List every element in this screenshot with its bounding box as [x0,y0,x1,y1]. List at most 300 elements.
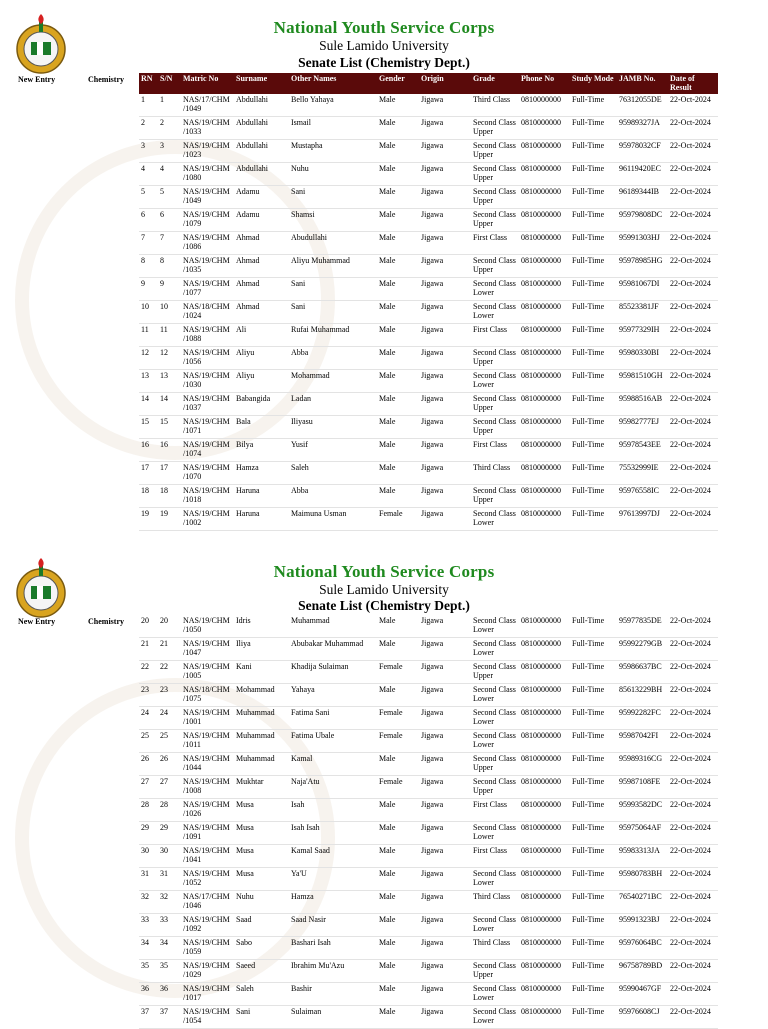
table-cell: Second Class Upper [471,776,519,799]
table-cell: 22-Oct-2024 [668,370,718,393]
table-cell: Jigawa [419,615,471,638]
table-cell: Female [377,707,419,730]
table-cell: 36 [158,983,181,1006]
table-cell: Second Class Upper [471,140,519,163]
table-cell: 22 [139,661,158,684]
table-cell: 22-Oct-2024 [668,960,718,983]
table-cell: 34 [139,937,158,960]
department-label: Chemistry [88,617,124,626]
table-row [139,868,718,891]
table-cell: Jigawa [419,163,471,186]
table-cell: Abubakar Muhammad [289,638,377,661]
table-cell: NAS/19/CHM /1035 [181,255,234,278]
table-cell: 22-Oct-2024 [668,416,718,439]
table-row [139,891,718,914]
table-cell: 0810000000 [519,117,570,140]
table-cell: Kani [234,661,289,684]
table-cell: 95981067DI [617,278,668,301]
table-cell: Female [377,508,419,531]
table-cell: 16 [139,439,158,462]
senate-list-heading: Senate List (Chemistry Dept.) [298,598,470,613]
table-cell: Hamza [234,462,289,485]
table-cell: 22-Oct-2024 [668,638,718,661]
table-cell: Jigawa [419,255,471,278]
table-cell: Saleh [289,462,377,485]
table-cell: 11 [158,324,181,347]
new-entry-label: New Entry [18,617,56,626]
table-cell: Aliyu [234,370,289,393]
table-cell: 4 [158,163,181,186]
table-row [139,937,718,960]
table-cell: NAS/18/CHM /1024 [181,301,234,324]
table-row [139,416,718,439]
table-row [139,845,718,868]
table-cell: NAS/19/CHM /1029 [181,960,234,983]
table-cell: Second Class Upper [471,163,519,186]
table-cell: Full-Time [570,255,617,278]
table-row [139,638,718,661]
table-cell: 22 [158,661,181,684]
table-cell: Full-Time [570,845,617,868]
table-cell: 12 [158,347,181,370]
table-cell: 22-Oct-2024 [668,684,718,707]
table-cell: Sabo [234,937,289,960]
table-cell: Saeed [234,960,289,983]
table-cell: 95979808DC [617,209,668,232]
table-cell: Full-Time [570,868,617,891]
table-cell: 0810000000 [519,370,570,393]
table-cell: Second Class Upper [471,416,519,439]
table-cell: 29 [139,822,158,845]
table-cell: 35 [139,960,158,983]
table-cell: Full-Time [570,960,617,983]
table-cell: 95991323BJ [617,914,668,937]
table-cell: Male [377,232,419,255]
table-cell: NAS/19/CHM /1047 [181,638,234,661]
table-cell: 20 [158,615,181,638]
table-cell: Full-Time [570,753,617,776]
table-row [139,730,718,753]
table-cell: NAS/19/CHM /1033 [181,117,234,140]
table-cell: Jigawa [419,94,471,117]
table-cell: NAS/19/CHM /1092 [181,914,234,937]
table-cell: 0810000000 [519,615,570,638]
university-name: Sule Lamido University [319,38,449,53]
table-cell: Full-Time [570,661,617,684]
table-cell: First Class [471,799,519,822]
table-cell: Male [377,1006,419,1029]
table-cell: Full-Time [570,94,617,117]
table-cell: 32 [139,891,158,914]
table-cell: 4 [139,163,158,186]
table-cell: NAS/19/CHM /1079 [181,209,234,232]
table-cell: 0810000000 [519,301,570,324]
table-cell: Sani [289,301,377,324]
table-cell: Full-Time [570,891,617,914]
table-cell: Muhammad [234,753,289,776]
table-cell: 0810000000 [519,661,570,684]
table-cell: 95978032CF [617,140,668,163]
table-cell: Full-Time [570,707,617,730]
table-row [139,684,718,707]
table-cell: 5 [158,186,181,209]
table-cell: 18 [158,485,181,508]
table-cell: Male [377,370,419,393]
table-cell: Musa [234,799,289,822]
table-cell: Male [377,684,419,707]
table-cell: 14 [158,393,181,416]
table-cell: Full-Time [570,485,617,508]
table-row [139,117,718,140]
table-cell: 95983313JA [617,845,668,868]
table-cell: 25 [139,730,158,753]
table-cell: Jigawa [419,753,471,776]
table-cell: 95978985HG [617,255,668,278]
table-cell: 95980783BH [617,868,668,891]
table-cell: Musa [234,845,289,868]
org-title: National Youth Service Corps [273,562,495,581]
table-cell: 0810000000 [519,914,570,937]
table-cell: 22-Oct-2024 [668,799,718,822]
table-cell: Male [377,914,419,937]
table-cell: 21 [139,638,158,661]
table-cell: Idris [234,615,289,638]
table-row [139,822,718,845]
table-cell: 22-Oct-2024 [668,439,718,462]
table-cell: Abba [289,485,377,508]
table-cell: 0810000000 [519,278,570,301]
table-cell: Second Class Upper [471,209,519,232]
table-cell: 22-Oct-2024 [668,845,718,868]
table-cell: Full-Time [570,186,617,209]
table-cell: Saad Nasir [289,914,377,937]
table-cell: Fatima Sani [289,707,377,730]
table-cell: Abdullahi [234,140,289,163]
table-cell: 22-Oct-2024 [668,937,718,960]
table-cell: NAS/19/CHM /1070 [181,462,234,485]
table-cell: Ismail [289,117,377,140]
table-cell: Male [377,347,419,370]
table-cell: Bello Yahaya [289,94,377,117]
table-cell: Babangida [234,393,289,416]
table-cell: Fatima Ubale [289,730,377,753]
table-row [139,232,718,255]
table-cell: 22-Oct-2024 [668,140,718,163]
table-cell: 2 [158,117,181,140]
column-header: Surname [234,73,289,94]
table-cell: Second Class Upper [471,485,519,508]
table-cell: 22-Oct-2024 [668,730,718,753]
table-cell: Rufai Muhammad [289,324,377,347]
table-cell: 3 [158,140,181,163]
table-cell: 24 [158,707,181,730]
table-cell: NAS/19/CHM /1005 [181,661,234,684]
table-cell: Second Class Upper [471,393,519,416]
table-cell: 95977329IH [617,324,668,347]
table-cell: Full-Time [570,937,617,960]
table-cell: NAS/19/CHM /1091 [181,822,234,845]
table-row [139,301,718,324]
table-cell: 29 [158,822,181,845]
table-cell: Second Class Lower [471,730,519,753]
table-cell: 0810000000 [519,799,570,822]
table-cell: Second Class Lower [471,914,519,937]
table-cell: 0810000000 [519,707,570,730]
table-cell: 9 [139,278,158,301]
table-cell: 34 [158,937,181,960]
table-cell: Full-Time [570,117,617,140]
table-cell: Aliyu Muhammad [289,255,377,278]
table-cell: Iliyasu [289,416,377,439]
table-cell: 0810000000 [519,439,570,462]
table-cell: Male [377,301,419,324]
table-cell: 76540271BC [617,891,668,914]
table-cell: Jigawa [419,1006,471,1029]
table-cell: 96119420EC [617,163,668,186]
table-cell: Full-Time [570,914,617,937]
table-cell: Second Class Upper [471,117,519,140]
table-cell: NAS/19/CHM /1050 [181,615,234,638]
table-row [139,186,718,209]
university-name: Sule Lamido University [319,582,449,597]
table-cell: 28 [139,799,158,822]
table-cell: Kamal [289,753,377,776]
table-cell: 22-Oct-2024 [668,485,718,508]
table-cell: 22-Oct-2024 [668,232,718,255]
table-cell: 32 [158,891,181,914]
table-cell: 0810000000 [519,638,570,661]
table-cell: Male [377,416,419,439]
table-cell: Naja'Atu [289,776,377,799]
table-cell: Jigawa [419,960,471,983]
table-cell: 9 [158,278,181,301]
table-cell: 31 [139,868,158,891]
table-cell: 0810000000 [519,845,570,868]
table-cell: 28 [158,799,181,822]
page-2 [0,548,768,1024]
table-row [139,661,718,684]
table-cell: Iliya [234,638,289,661]
table-row [139,255,718,278]
table-cell: Jigawa [419,301,471,324]
table-cell: Mohammad [289,370,377,393]
table-cell: Bala [234,416,289,439]
column-header: Study Mode [570,73,617,94]
table-cell: Second Class Lower [471,983,519,1006]
table-cell: Second Class Upper [471,661,519,684]
column-header: Grade [471,73,519,94]
table-cell: 0810000000 [519,730,570,753]
table-cell: Male [377,163,419,186]
table-cell: 13 [139,370,158,393]
table-cell: NAS/19/CHM /1074 [181,439,234,462]
table-cell: Male [377,140,419,163]
table-cell: 22-Oct-2024 [668,278,718,301]
table-cell: Jigawa [419,439,471,462]
table-cell: 0810000000 [519,508,570,531]
table-cell: Adamu [234,209,289,232]
org-title: National Youth Service Corps [273,18,495,37]
table-cell: 95987108FE [617,776,668,799]
table-cell: 95992282FC [617,707,668,730]
table-cell: 0810000000 [519,868,570,891]
table-cell: 31 [158,868,181,891]
table-cell: 95976558IC [617,485,668,508]
table-cell: 22-Oct-2024 [668,255,718,278]
table-cell: Jigawa [419,937,471,960]
table-cell: Male [377,868,419,891]
table-cell: 22-Oct-2024 [668,186,718,209]
table-cell: 22-Oct-2024 [668,661,718,684]
table-row [139,370,718,393]
table-cell: 23 [139,684,158,707]
table-cell: 0810000000 [519,209,570,232]
table-cell: 0810000000 [519,462,570,485]
table-cell: Jigawa [419,117,471,140]
table-cell: NAS/19/CHM /1056 [181,347,234,370]
table-cell: Mukhtar [234,776,289,799]
table-cell: 0810000000 [519,891,570,914]
table-cell: Full-Time [570,615,617,638]
table-cell: Male [377,615,419,638]
table-row [139,462,718,485]
column-header: Matric No [181,73,234,94]
table-cell: 33 [139,914,158,937]
table-cell: Mohammad [234,684,289,707]
table-cell: 10 [158,301,181,324]
table-cell: Full-Time [570,776,617,799]
table-cell: 22-Oct-2024 [668,347,718,370]
table-cell: 20 [139,615,158,638]
table-cell: Abdullahi [234,94,289,117]
column-header: Gender [377,73,419,94]
table-row [139,707,718,730]
table-cell: Full-Time [570,983,617,1006]
table-cell: Second Class Lower [471,822,519,845]
new-entry-label: New Entry [18,75,56,84]
table-cell: Nuhu [289,163,377,186]
table-cell: 17 [158,462,181,485]
table-cell: Female [377,730,419,753]
table-cell: Jigawa [419,508,471,531]
table-cell: Muhammad [234,707,289,730]
table-cell: Full-Time [570,822,617,845]
table-cell: Sulaiman [289,1006,377,1029]
column-header: RN [139,73,158,94]
table-cell: 0810000000 [519,960,570,983]
table-cell: 11 [139,324,158,347]
table-row [139,485,718,508]
table-cell: Yahaya [289,684,377,707]
table-cell: Ahmad [234,232,289,255]
table-row [139,960,718,983]
table-cell: 0810000000 [519,94,570,117]
table-cell: Haruna [234,485,289,508]
table-cell: Full-Time [570,232,617,255]
table-row [139,94,718,117]
table-cell: NAS/19/CHM /1054 [181,1006,234,1029]
table-cell: Jigawa [419,707,471,730]
table-cell: Bilya [234,439,289,462]
table-cell: Full-Time [570,416,617,439]
table-cell: Second Class Upper [471,186,519,209]
table-cell: 27 [158,776,181,799]
table-cell: 95993582DC [617,799,668,822]
table-cell: 6 [158,209,181,232]
table-cell: Second Class Lower [471,301,519,324]
table-cell: NAS/19/CHM /1052 [181,868,234,891]
table-cell: Jigawa [419,868,471,891]
table-cell: 97613997DJ [617,508,668,531]
table-cell: Adamu [234,186,289,209]
table-cell: Full-Time [570,140,617,163]
table-cell: Maimuna Usman [289,508,377,531]
table-cell: 7 [139,232,158,255]
table-cell: 16 [158,439,181,462]
table-cell: First Class [471,845,519,868]
table-cell: Male [377,462,419,485]
table-cell: Jigawa [419,140,471,163]
table-cell: 95976608CJ [617,1006,668,1029]
table-cell: Saleh [234,983,289,1006]
table-cell: Male [377,937,419,960]
table-cell: 22-Oct-2024 [668,707,718,730]
table-cell: Khadija Sulaiman [289,661,377,684]
table-cell: 0810000000 [519,776,570,799]
table-cell: 3 [139,140,158,163]
table-row [139,753,718,776]
table-cell: NAS/19/CHM /1041 [181,845,234,868]
table-cell: Full-Time [570,730,617,753]
table-cell: 17 [139,462,158,485]
table-cell: NAS/19/CHM /1037 [181,393,234,416]
table-cell: 0810000000 [519,163,570,186]
table-cell: NAS/17/CHM /1046 [181,891,234,914]
table-cell: Jigawa [419,891,471,914]
table-cell: Isah [289,799,377,822]
table-cell: 26 [158,753,181,776]
table-cell: 95977835DE [617,615,668,638]
department-label: Chemistry [88,75,124,84]
table-cell: Full-Time [570,684,617,707]
table-cell: Second Class Upper [471,960,519,983]
table-cell: Second Class Upper [471,347,519,370]
table-cell: 0810000000 [519,684,570,707]
table-cell: 22-Oct-2024 [668,508,718,531]
table-cell: 22-Oct-2024 [668,822,718,845]
table-cell: NAS/18/CHM /1075 [181,684,234,707]
table-cell: 22-Oct-2024 [668,914,718,937]
table-cell: 13 [158,370,181,393]
table-cell: 22-Oct-2024 [668,393,718,416]
table-cell: Male [377,960,419,983]
table-cell: Male [377,209,419,232]
table-cell: Jigawa [419,347,471,370]
table-cell: Full-Time [570,209,617,232]
table-cell: 22-Oct-2024 [668,776,718,799]
table-cell: Jigawa [419,416,471,439]
table-row [139,615,718,638]
table-cell: Full-Time [570,393,617,416]
table-cell: Haruna [234,508,289,531]
table-row [139,914,718,937]
table-cell: 26 [139,753,158,776]
table-row [139,983,718,1006]
table-cell: 96758789BD [617,960,668,983]
table-cell: 7 [158,232,181,255]
table-cell: 76312055DE [617,94,668,117]
table-cell: 95986637BC [617,661,668,684]
